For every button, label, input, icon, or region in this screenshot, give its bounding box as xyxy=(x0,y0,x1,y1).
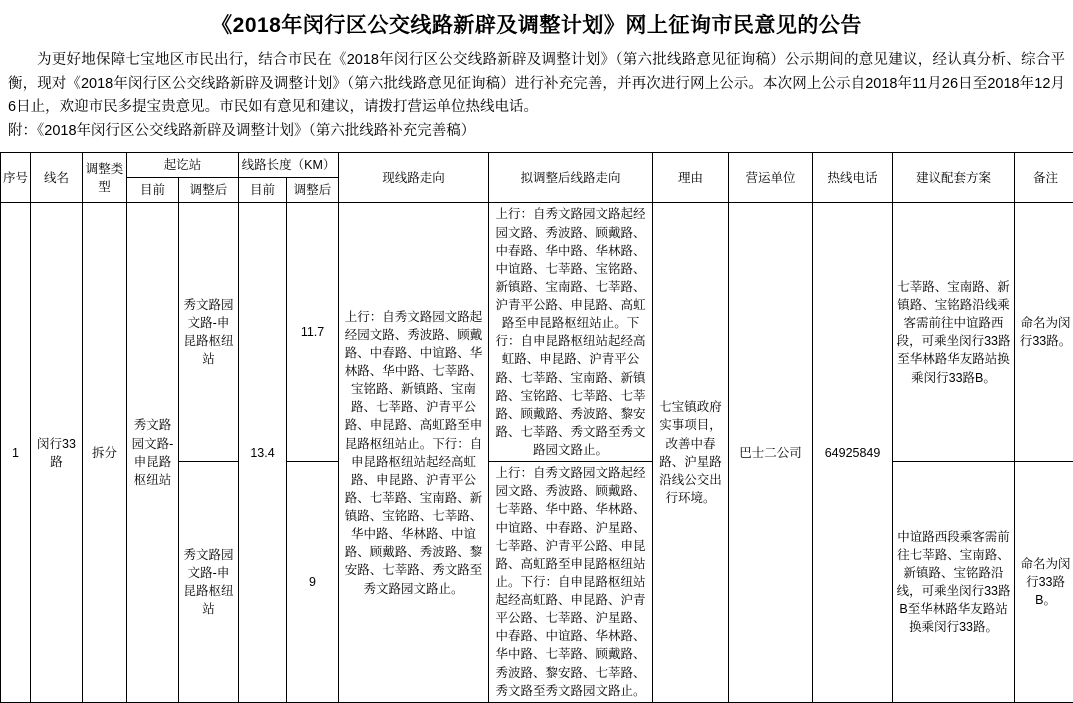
cell-terminal-adjusted-2: 秀文路园文路-申昆路枢纽站 xyxy=(179,462,239,703)
cell-length-current: 13.4 xyxy=(239,203,287,702)
header-adjust-type: 调整类型 xyxy=(83,153,127,203)
cell-remark-2: 命名为闵行33路B。 xyxy=(1015,462,1073,703)
cell-seq: 1 xyxy=(1,203,31,702)
cell-proposal-1: 七莘路、宝南路、新镇路、宝铭路沿线乘客需前往中谊路西段，可乘坐闵行33路至华林路华友路站换乘闵行33路B。 xyxy=(893,203,1015,462)
header-terminals: 起讫站 xyxy=(127,153,239,178)
cell-operator: 巴士二公司 xyxy=(729,203,813,702)
header-current-route: 现线路走向 xyxy=(339,153,489,203)
page-title: 《2018年闵行区公交线路新辟及调整计划》网上征询市民意见的公告 xyxy=(0,0,1073,49)
cell-length-adjusted-1: 11.7 xyxy=(287,203,339,462)
header-seq: 序号 xyxy=(1,153,31,203)
table-row xyxy=(1,203,1073,462)
header-reason: 理由 xyxy=(653,153,729,203)
header-proposal: 建议配套方案 xyxy=(893,153,1015,203)
table-header-row-1 xyxy=(1,153,1073,178)
cell-current-route: 上行：自秀文路园文路起经园文路、秀波路、顾戴路、中春路、中谊路、华林路、华中路、七莘路、宝铭路、新镇路、宝南路、七莘路、沪青平公路、申昆路、高虹路至申昆路枢纽站止。下行：自申昆路枢纽站起经高虹路、申昆路、沪青平公路、七莘路、宝南路、新镇路、宝铭路、七莘路、华中路、华林路、中谊路、顾戴路、秀波路、黎安路、七莘路、秀文路至秀文路园文路止。 xyxy=(339,203,489,702)
document-body xyxy=(0,49,1073,143)
cell-terminal-adjusted-1: 秀文路园文路-申昆路枢纽站 xyxy=(179,203,239,462)
header-length: 线路长度（KM） xyxy=(239,153,339,178)
cell-proposal-2: 中谊路西段乘客需前往七莘路、宝南路、新镇路、宝铭路沿线，可乘坐闵行33路B至华林路华友路站换乘闵行33路。 xyxy=(893,462,1015,703)
header-terminal-adjusted: 调整后 xyxy=(179,178,239,203)
header-length-current: 目前 xyxy=(239,178,287,203)
cell-hotline: 64925849 xyxy=(813,203,893,702)
header-operator: 营运单位 xyxy=(729,153,813,203)
header-line-name: 线名 xyxy=(31,153,83,203)
cell-length-adjusted-2: 9 xyxy=(287,462,339,703)
header-terminal-current: 目前 xyxy=(127,178,179,203)
cell-adjust-type: 拆分 xyxy=(83,203,127,702)
header-planned-route: 拟调整后线路走向 xyxy=(489,153,653,203)
body-paragraph-1: 为更好地保障七宝地区市民出行，结合市民在《2018年闵行区公交线路新辟及调整计划》（第六批线路意见征询稿）公示期间的意见建议，经认真分析、综合平衡，现对《2018年闵行区公交线路新辟及调整计划》（第六批线路意见征询稿）进行补充完善，并再次进行网上公示。本次网上公示自2018年11月26日至2018年12月6日止，欢迎市民多提宝贵意见。市民如有意见和建议，请拨打营运单位热线电话。 xyxy=(8,49,1065,119)
cell-planned-route-2: 上行：自秀文路园文路起经园文路、秀波路、顾戴路、七莘路、华中路、华林路、中谊路、中春路、沪星路、七莘路、沪青平公路、申昆路、高虹路至申昆路枢纽站止。下行：自申昆路枢纽站起经高虹路、申昆路、沪青平公路、七莘路、沪星路、中春路、中谊路、华林路、华中路、七莘路、顾戴路、秀波路、黎安路、七莘路、秀文路至秀文路园文路止。 xyxy=(489,462,653,703)
plan-table xyxy=(0,152,1073,703)
cell-terminal-current: 秀文路园文路-申昆路枢纽站 xyxy=(127,203,179,702)
header-hotline: 热线电话 xyxy=(813,153,893,203)
cell-reason: 七宝镇政府实事项目，改善中春路、沪星路沿线公交出行环境。 xyxy=(653,203,729,702)
header-length-adjusted: 调整后 xyxy=(287,178,339,203)
cell-planned-route-1: 上行：自秀文路园文路起经园文路、秀波路、顾戴路、中春路、华中路、华林路、中谊路、七莘路、宝铭路、新镇路、宝南路、七莘路、沪青平公路、申昆路、高虹路至申昆路枢纽站止。下行：自申昆路枢纽站起经高虹路、申昆路、沪青平公路、七莘路、宝南路、新镇路、宝铭路、七莘路、七莘路、顾戴路、秀波路、黎安路、七莘路、秀文路至秀文路园文路止。 xyxy=(489,203,653,462)
header-remark: 备注 xyxy=(1015,153,1073,203)
body-paragraph-2: 附：《2018年闵行区公交线路新辟及调整计划》（第六批线路补充完善稿） xyxy=(8,120,1065,143)
cell-remark-1: 命名为闵行33路。 xyxy=(1015,203,1073,462)
cell-line-name: 闵行33路 xyxy=(31,203,83,702)
